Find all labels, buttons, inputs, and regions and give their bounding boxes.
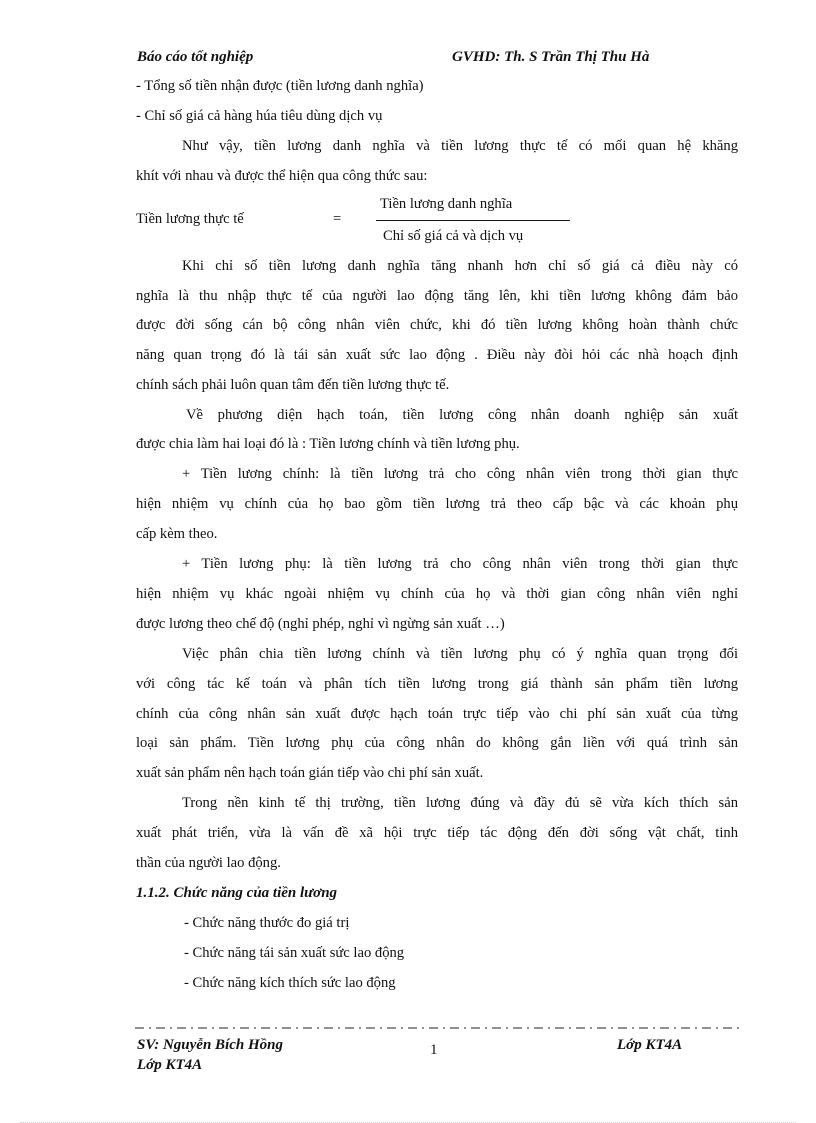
footer-separator xyxy=(135,1027,740,1029)
header-report-title: Báo cáo tốt nghiệp xyxy=(137,49,254,65)
paragraph-line: được chia làm hai loại đó là : Tiền lương chính và tiền lương phụ. xyxy=(136,436,520,452)
paragraph-line: với công tác kế toán và phân tích tiền lương trong giá thành sản phẩm tiền lương xyxy=(136,676,738,692)
function-item: - Chức năng thước đo giá trị xyxy=(184,915,350,931)
paragraph-line: xuất phát triển, vừa là vấn đề xã hội trực tiếp tác động đến đời sống vật chất, tinh xyxy=(136,825,738,841)
paragraph-line: hiện nhiệm vụ chính của họ bao gồm tiền lương trả theo cấp bậc và các khoản phụ xyxy=(136,496,738,512)
paragraph-line: cấp kèm theo. xyxy=(136,526,218,542)
function-item: - Chức năng kích thích sức lao động xyxy=(184,975,396,991)
paragraph-line: + Tiền lương phụ: là tiền lương trả cho công nhân viên trong thời gian thực xyxy=(182,556,738,572)
paragraph-line: + Tiền lương chính: là tiền lương trả cho công nhân viên trong thời gian thực xyxy=(182,466,738,482)
paragraph-line: Trong nền kinh tế thị trường, tiền lương đúng và đầy đủ sẽ vừa kích thích sản xyxy=(182,795,738,811)
paragraph-line: nghĩa là thu nhập thực tế của người lao động tăng lên, khi tiền lương không đảm bảo xyxy=(136,288,738,304)
paragraph-line: hiện nhiệm vụ khác ngoài nhiệm vụ chính của họ và thời gian công nhân viên nghỉ xyxy=(136,586,738,602)
fraction-bar xyxy=(376,220,570,221)
footer-student-name: SV: Nguyễn Bích Hồng xyxy=(137,1037,283,1053)
paragraph-line: loại sản phẩm. Tiền lương phụ của công nhân do không gắn liền với quá trình sản xyxy=(136,735,738,751)
header-supervisor: GVHD: Th. S Trần Thị Thu Hà xyxy=(452,49,650,65)
paragraph-line: Việc phân chia tiền lương chính và tiền lương phụ có ý nghĩa quan trọng đối xyxy=(182,646,738,662)
bullet-line: - Chỉ số giá cả hàng húa tiêu dùng dịch vụ xyxy=(136,108,383,124)
function-item: - Chức năng tái sản xuất sức lao động xyxy=(184,945,405,961)
paragraph-line: được lương theo chế độ (nghỉ phép, nghỉ vì ngừng sản xuất …) xyxy=(136,616,505,632)
paragraph-line: Về phương diện hạch toán, tiền lương công nhân doanh nghiệp sản xuất xyxy=(186,407,738,423)
paragraph-line: khít với nhau và được thể hiện qua công thức sau: xyxy=(136,168,428,184)
bullet-line: - Tổng số tiền nhận được (tiền lương danh nghĩa) xyxy=(136,78,424,94)
page-number: 1 xyxy=(430,1042,438,1058)
footer-class-left: Lớp KT4A xyxy=(137,1057,203,1073)
paragraph-line: Khi chỉ số tiền lương danh nghĩa tăng nhanh hơn chỉ số giá cả điều này có xyxy=(182,258,738,274)
paragraph-line: xuất sản phẩm nên hạch toán gián tiếp vào chi phí sản xuất. xyxy=(136,765,484,781)
formula-denominator: Chỉ số giá cả và dịch vụ xyxy=(383,228,524,244)
paragraph-line: Như vậy, tiền lương danh nghĩa và tiền lương thực tế có mối quan hệ khăng xyxy=(182,138,738,154)
footer-class-right: Lớp KT4A xyxy=(617,1037,683,1053)
section-heading: 1.1.2. Chức năng của tiền lương xyxy=(136,885,338,901)
formula-numerator: Tiền lương danh nghĩa xyxy=(380,196,513,212)
formula-label: Tiền lương thực tế xyxy=(136,211,244,227)
paragraph-line: được đời sống cán bộ công nhân viên chức, khi đó tiền lương không hoàn thành chức xyxy=(136,317,738,333)
formula-equals: = xyxy=(333,211,342,227)
paragraph-line: năng quan trọng đó là tái sản xuất sức lao động . Điều này đòi hỏi các nhà hoạch định xyxy=(136,347,738,363)
paragraph-line: chính của công nhân sản xuất được hạch toán trực tiếp vào chi phí sản xuất của từng xyxy=(136,706,738,722)
paragraph-line: chính sách phải luôn quan tâm đến tiền lương thực tế. xyxy=(136,377,450,393)
paragraph-line: thần của người lao động. xyxy=(136,855,281,871)
